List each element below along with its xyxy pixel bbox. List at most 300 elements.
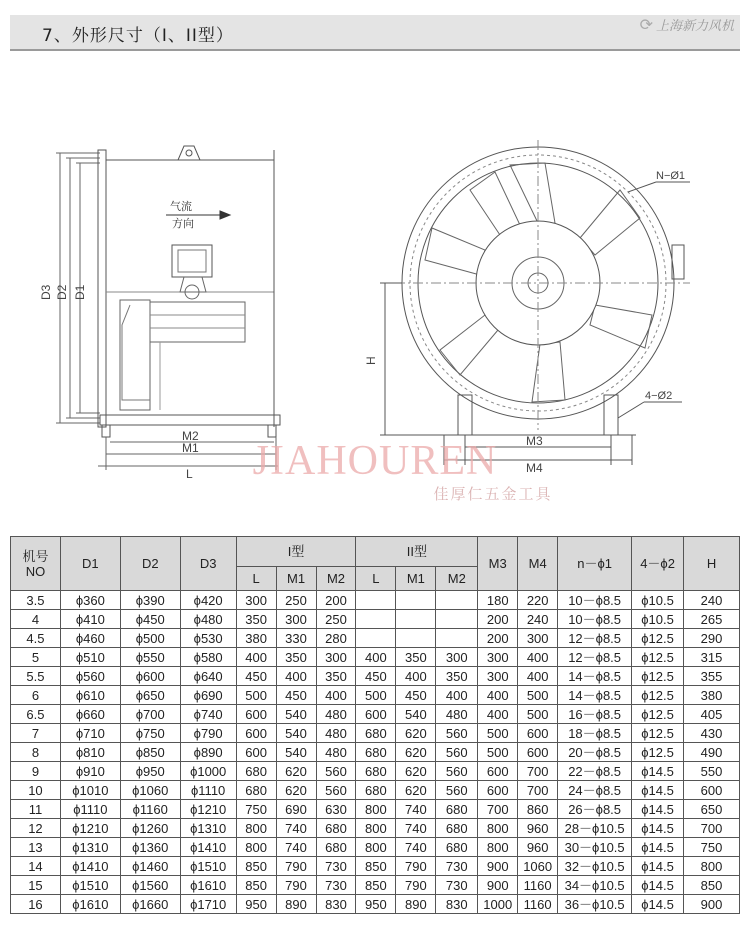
table-cell: 8 [11, 743, 61, 762]
header-type2: II型 [356, 537, 478, 567]
table-row [11, 591, 740, 610]
table-cell: ϕ1260 [120, 819, 180, 838]
table-cell: 790 [396, 857, 436, 876]
table-cell: 300 [518, 629, 558, 648]
table-cell [396, 629, 436, 648]
table-cell: 850 [236, 857, 276, 876]
table-cell: ϕ1110 [180, 781, 236, 800]
table-cell: 620 [276, 762, 316, 781]
table-cell: 350 [316, 667, 356, 686]
table-cell: ϕ10.5 [632, 610, 684, 629]
table-cell: 560 [436, 743, 478, 762]
table-cell: 220 [518, 591, 558, 610]
table-cell: ϕ660 [60, 705, 120, 724]
table-cell: 750 [236, 800, 276, 819]
m3-label: M3 [526, 434, 543, 448]
m1-label: M1 [182, 441, 199, 455]
table-cell [396, 610, 436, 629]
table-cell: 15 [11, 876, 61, 895]
front-view [364, 140, 690, 475]
four-phi2-label: 4−Ø2 [645, 390, 673, 402]
table-cell: 380 [684, 686, 740, 705]
table-cell [356, 629, 396, 648]
table-cell: 900 [478, 876, 518, 895]
table-cell: 6.5 [11, 705, 61, 724]
table-row [11, 724, 740, 743]
table-cell: 240 [518, 610, 558, 629]
table-cell: 540 [276, 705, 316, 724]
table-cell: 450 [396, 686, 436, 705]
table-cell: 500 [478, 724, 518, 743]
table-cell: 400 [518, 667, 558, 686]
table-cell: ϕ14.5 [632, 819, 684, 838]
table-cell: ϕ1510 [180, 857, 236, 876]
table-cell: 14－ϕ8.5 [558, 686, 632, 705]
table-cell: ϕ460 [60, 629, 120, 648]
table-cell: 14－ϕ8.5 [558, 667, 632, 686]
table-cell: ϕ500 [120, 629, 180, 648]
table-cell: 790 [276, 876, 316, 895]
table-cell: 800 [236, 819, 276, 838]
table-cell: 10 [11, 781, 61, 800]
table-cell: 850 [684, 876, 740, 895]
table-cell: 740 [276, 819, 316, 838]
table-cell: 850 [356, 876, 396, 895]
table-cell: 800 [236, 838, 276, 857]
table-cell: ϕ12.5 [632, 629, 684, 648]
table-cell: ϕ610 [60, 686, 120, 705]
table-cell: ϕ750 [120, 724, 180, 743]
side-view [39, 146, 280, 481]
table-cell: ϕ480 [180, 610, 236, 629]
table-cell: ϕ12.5 [632, 724, 684, 743]
table-cell: 3.5 [11, 591, 61, 610]
header-four-phi2: 4－ϕ2 [632, 537, 684, 591]
table-cell: 350 [396, 648, 436, 667]
airflow-label-1: 气流 [170, 201, 192, 213]
table-cell: 13 [11, 838, 61, 857]
table-cell: 500 [236, 686, 276, 705]
header-no: 机号 NO [11, 537, 61, 591]
table-cell: 540 [276, 724, 316, 743]
table-cell [356, 591, 396, 610]
table-cell: ϕ1410 [60, 857, 120, 876]
table-cell: 680 [436, 800, 478, 819]
table-cell: 200 [478, 629, 518, 648]
table-cell: 7 [11, 724, 61, 743]
table-cell: 680 [236, 762, 276, 781]
header-m4: M4 [518, 537, 558, 591]
table-cell: 200 [316, 591, 356, 610]
table-cell: ϕ1000 [180, 762, 236, 781]
table-cell: ϕ1360 [120, 838, 180, 857]
table-cell: ϕ10.5 [632, 591, 684, 610]
table-cell: 800 [478, 838, 518, 857]
table-cell: 730 [316, 876, 356, 895]
table-cell: 480 [436, 705, 478, 724]
table-cell: 830 [436, 895, 478, 914]
table-cell: 620 [396, 781, 436, 800]
table-cell: 34－ϕ10.5 [558, 876, 632, 895]
table-cell: 10－ϕ8.5 [558, 610, 632, 629]
table-cell: 290 [684, 629, 740, 648]
table-cell: ϕ1610 [60, 895, 120, 914]
table-row [11, 819, 740, 838]
table-cell: 300 [478, 648, 518, 667]
table-cell: 800 [356, 838, 396, 857]
table-cell: ϕ1660 [120, 895, 180, 914]
table-cell: 22－ϕ8.5 [558, 762, 632, 781]
table-row [11, 743, 740, 762]
table-cell: 600 [236, 743, 276, 762]
table-cell: ϕ14.5 [632, 838, 684, 857]
table-cell: 450 [356, 667, 396, 686]
fan-dimension-drawing [0, 110, 750, 510]
table-cell: 400 [276, 667, 316, 686]
table-row [11, 838, 740, 857]
brand-name: 上海新力风机 [655, 19, 734, 34]
watermark-subtext: 佳厚仁五金工具 [433, 485, 553, 503]
table-cell: 790 [396, 876, 436, 895]
table-cell [436, 629, 478, 648]
table-cell: ϕ1110 [60, 800, 120, 819]
table-cell: 650 [684, 800, 740, 819]
table-cell: 430 [684, 724, 740, 743]
table-cell: ϕ530 [180, 629, 236, 648]
header-d1: D1 [60, 537, 120, 591]
table-cell: ϕ1460 [120, 857, 180, 876]
table-cell: 900 [478, 857, 518, 876]
table-cell: 630 [316, 800, 356, 819]
table-cell: 36－ϕ10.5 [558, 895, 632, 914]
table-cell: 280 [316, 629, 356, 648]
table-cell: ϕ1510 [60, 876, 120, 895]
table-cell: 680 [316, 838, 356, 857]
table-cell: 300 [236, 591, 276, 610]
table-row [11, 648, 740, 667]
table-cell: 14 [11, 857, 61, 876]
table-cell: ϕ600 [120, 667, 180, 686]
table-cell: 300 [478, 667, 518, 686]
table-cell: 400 [478, 686, 518, 705]
table-cell: 400 [316, 686, 356, 705]
table-cell: ϕ1710 [180, 895, 236, 914]
table-cell [436, 591, 478, 610]
table-cell: 680 [236, 781, 276, 800]
table-cell: 790 [276, 857, 316, 876]
table-cell: 680 [356, 743, 396, 762]
table-cell: 240 [684, 591, 740, 610]
table-cell: 950 [236, 895, 276, 914]
table-cell: ϕ410 [60, 610, 120, 629]
l-label: L [186, 467, 193, 481]
table-cell: ϕ450 [120, 610, 180, 629]
table-cell: 1000 [478, 895, 518, 914]
table-cell: 350 [436, 667, 478, 686]
table-cell: ϕ420 [180, 591, 236, 610]
table-cell: ϕ690 [180, 686, 236, 705]
table-cell: 1060 [518, 857, 558, 876]
table-cell: 550 [684, 762, 740, 781]
table-cell: 600 [684, 781, 740, 800]
table-cell: ϕ12.5 [632, 667, 684, 686]
table-cell: 180 [478, 591, 518, 610]
table-cell: 300 [276, 610, 316, 629]
header-type1-m1: M1 [276, 567, 316, 591]
table-row [11, 876, 740, 895]
table-cell: 500 [478, 743, 518, 762]
table-cell: 600 [518, 724, 558, 743]
d3-label: D3 [39, 284, 53, 300]
table-cell: ϕ12.5 [632, 705, 684, 724]
table-row [11, 667, 740, 686]
header-type2-m1: M1 [396, 567, 436, 591]
table-cell: 950 [356, 895, 396, 914]
table-cell: 28－ϕ10.5 [558, 819, 632, 838]
table-cell: 400 [436, 686, 478, 705]
header-h: H [684, 537, 740, 591]
table-cell: ϕ14.5 [632, 800, 684, 819]
table-cell: 730 [436, 876, 478, 895]
table-cell: ϕ12.5 [632, 743, 684, 762]
table-cell: 12－ϕ8.5 [558, 629, 632, 648]
table-cell [436, 610, 478, 629]
table-cell: 5.5 [11, 667, 61, 686]
table-cell: 30－ϕ10.5 [558, 838, 632, 857]
table-cell: 500 [356, 686, 396, 705]
table-row [11, 762, 740, 781]
header-type2-l: L [356, 567, 396, 591]
table-row [11, 705, 740, 724]
table-cell: 9 [11, 762, 61, 781]
table-cell: 740 [396, 819, 436, 838]
table-cell: 540 [396, 705, 436, 724]
table-cell: ϕ1410 [180, 838, 236, 857]
table-cell: 750 [684, 838, 740, 857]
table-cell: 20－ϕ8.5 [558, 743, 632, 762]
table-cell: 850 [236, 876, 276, 895]
table-cell: 1160 [518, 876, 558, 895]
table-cell: ϕ1010 [60, 781, 120, 800]
table-cell: 300 [436, 648, 478, 667]
table-cell: 890 [276, 895, 316, 914]
table-cell: 200 [478, 610, 518, 629]
table-cell: 680 [436, 819, 478, 838]
m4-label: M4 [526, 461, 543, 475]
table-cell: ϕ510 [60, 648, 120, 667]
table-cell: 730 [316, 857, 356, 876]
table-cell: 850 [356, 857, 396, 876]
table-cell: ϕ550 [120, 648, 180, 667]
header-d3: D3 [180, 537, 236, 591]
watermark-text: JIAHOUREN [252, 438, 498, 484]
table-cell: 355 [684, 667, 740, 686]
table-row [11, 629, 740, 648]
table-cell: ϕ850 [120, 743, 180, 762]
table-cell: 12－ϕ8.5 [558, 648, 632, 667]
table-cell: ϕ12.5 [632, 648, 684, 667]
header-type1-l: L [236, 567, 276, 591]
table-cell: 12 [11, 819, 61, 838]
table-cell: 680 [356, 781, 396, 800]
table-cell: ϕ910 [60, 762, 120, 781]
table-cell: 560 [436, 762, 478, 781]
table-cell: 900 [684, 895, 740, 914]
table-cell: 350 [236, 610, 276, 629]
table-cell: 680 [316, 819, 356, 838]
table-cell: 680 [356, 724, 396, 743]
table-cell: 700 [518, 781, 558, 800]
table-row [11, 686, 740, 705]
table-cell: 450 [236, 667, 276, 686]
table-cell: 600 [236, 724, 276, 743]
table-cell: ϕ12.5 [632, 686, 684, 705]
table-cell: ϕ560 [60, 667, 120, 686]
table-cell: ϕ14.5 [632, 781, 684, 800]
table-cell: ϕ14.5 [632, 762, 684, 781]
table-cell: 960 [518, 819, 558, 838]
dimension-table-body [11, 591, 740, 914]
table-cell: 400 [236, 648, 276, 667]
table-cell: 10－ϕ8.5 [558, 591, 632, 610]
table-cell: ϕ580 [180, 648, 236, 667]
table-cell: 860 [518, 800, 558, 819]
table-cell: 11 [11, 800, 61, 819]
table-cell: 690 [276, 800, 316, 819]
table-cell: ϕ14.5 [632, 876, 684, 895]
table-cell: ϕ1610 [180, 876, 236, 895]
table-cell: ϕ650 [120, 686, 180, 705]
table-cell: 730 [436, 857, 478, 876]
table-cell: 480 [316, 724, 356, 743]
table-cell: 16－ϕ8.5 [558, 705, 632, 724]
table-cell: 405 [684, 705, 740, 724]
table-cell: 400 [478, 705, 518, 724]
table-cell: ϕ14.5 [632, 857, 684, 876]
table-cell: 500 [518, 686, 558, 705]
table-cell: 330 [276, 629, 316, 648]
dimension-table [10, 536, 740, 914]
table-cell: 960 [518, 838, 558, 857]
n-phi1-label: N−Ø1 [656, 170, 686, 182]
table-cell: 800 [356, 819, 396, 838]
table-cell: ϕ740 [180, 705, 236, 724]
table-cell: 890 [396, 895, 436, 914]
table-cell: 700 [478, 800, 518, 819]
table-cell: 380 [236, 629, 276, 648]
table-cell: 500 [518, 705, 558, 724]
table-cell: ϕ1160 [120, 800, 180, 819]
table-cell [396, 591, 436, 610]
table-cell: 16 [11, 895, 61, 914]
table-cell: 800 [356, 800, 396, 819]
table-cell: 450 [276, 686, 316, 705]
table-cell: 24－ϕ8.5 [558, 781, 632, 800]
table-cell: 560 [436, 781, 478, 800]
header-n-phi1: n－ϕ1 [558, 537, 632, 591]
table-cell: ϕ810 [60, 743, 120, 762]
table-cell: ϕ14.5 [632, 895, 684, 914]
table-cell: 490 [684, 743, 740, 762]
table-cell: ϕ1310 [180, 819, 236, 838]
table-row [11, 781, 740, 800]
table-cell: 32－ϕ10.5 [558, 857, 632, 876]
table-row [11, 800, 740, 819]
table-cell: 620 [396, 762, 436, 781]
table-cell: ϕ1560 [120, 876, 180, 895]
table-cell: 600 [518, 743, 558, 762]
header-type1-m2: M2 [316, 567, 356, 591]
table-cell [356, 610, 396, 629]
table-cell: 400 [396, 667, 436, 686]
table-cell: 6 [11, 686, 61, 705]
table-cell: 600 [478, 762, 518, 781]
table-cell: 265 [684, 610, 740, 629]
table-cell: 250 [316, 610, 356, 629]
table-cell: 560 [316, 781, 356, 800]
table-cell: 540 [276, 743, 316, 762]
table-cell: 830 [316, 895, 356, 914]
table-row [11, 895, 740, 914]
airflow-label-2: 方向 [172, 218, 194, 230]
table-cell: 740 [396, 800, 436, 819]
table-cell: 800 [478, 819, 518, 838]
table-cell: 350 [276, 648, 316, 667]
table-cell: 560 [316, 762, 356, 781]
table-cell: 300 [316, 648, 356, 667]
table-cell: ϕ950 [120, 762, 180, 781]
table-cell: 4 [11, 610, 61, 629]
table-cell: 600 [236, 705, 276, 724]
table-cell: 800 [684, 857, 740, 876]
table-cell: 600 [356, 705, 396, 724]
d1-label: D1 [73, 284, 87, 300]
table-cell: 400 [518, 648, 558, 667]
table-cell: ϕ1210 [180, 800, 236, 819]
header-d2: D2 [120, 537, 180, 591]
header-bar [10, 15, 740, 51]
table-cell: ϕ360 [60, 591, 120, 610]
table-cell: 600 [478, 781, 518, 800]
header-m3: M3 [478, 537, 518, 591]
table-cell: 5 [11, 648, 61, 667]
table-cell: ϕ1310 [60, 838, 120, 857]
h-label: H [364, 356, 378, 365]
header-type2-m2: M2 [436, 567, 478, 591]
swirl-logo-icon: ⟳ [639, 15, 653, 34]
d2-label: D2 [55, 284, 69, 300]
table-cell: ϕ790 [180, 724, 236, 743]
table-cell: ϕ710 [60, 724, 120, 743]
table-cell: 620 [396, 743, 436, 762]
table-cell: 740 [276, 838, 316, 857]
table-cell: 680 [436, 838, 478, 857]
table-cell: ϕ640 [180, 667, 236, 686]
table-cell: 480 [316, 705, 356, 724]
table-cell: ϕ700 [120, 705, 180, 724]
table-cell: 620 [276, 781, 316, 800]
table-cell: 26－ϕ8.5 [558, 800, 632, 819]
table-cell: 620 [396, 724, 436, 743]
table-row [11, 857, 740, 876]
header-type1: I型 [236, 537, 356, 567]
section-title: 7、外形尺寸（I、II型） [42, 26, 234, 46]
table-cell: 560 [436, 724, 478, 743]
table-cell: ϕ890 [180, 743, 236, 762]
table-cell: 4.5 [11, 629, 61, 648]
table-cell: 315 [684, 648, 740, 667]
table-cell: 480 [316, 743, 356, 762]
